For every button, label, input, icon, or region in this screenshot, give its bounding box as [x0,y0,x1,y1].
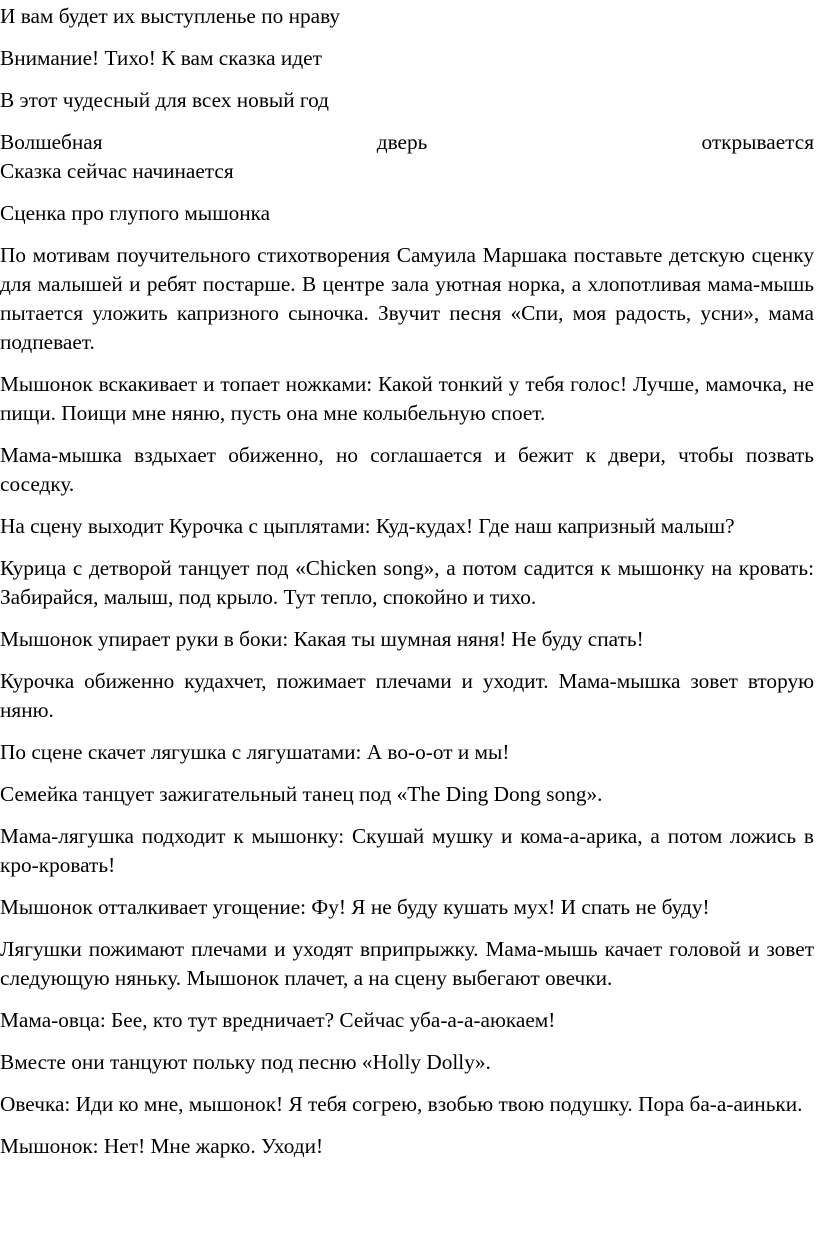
scene-title: Сценка про глупого мышонка [0,201,271,225]
paragraph-20: Вместе они танцуют польку под песню «Holly Dolly». [0,1050,491,1074]
paragraph-21: Овечка: Иди ко мне, мышонок! Я тебя согрею, взобью твою подушку. Пора ба-а-аиньки. [0,1092,803,1116]
paragraph-22: Мышонок: Нет! Мне жарко. Уходи! [0,1134,324,1158]
paragraph-4: Волшебная дверь открывается [0,130,814,154]
paragraph-2: Внимание! Тихо! К вам сказка идет [0,46,322,70]
paragraph-14: По сцене скачет лягушка с лягушатами: А во-о-от и мы! [0,740,510,764]
paragraph-3: В этот чудесный для всех новый год [0,88,329,112]
paragraph-19: Мама-овца: Бее, кто тут вредничает? Сейчас уба-а-а-аюкаем! [0,1008,556,1032]
paragraph-11: Курица с детворой танцует под «Chicken song», а потом садится к мышонку на кровать: Забирайся, малыш, под крыло. Тут тепло, спокойно и тихо. [0,556,814,609]
paragraph-13: Курочка обиженно кудахчет, пожимает плечами и уходит. Мама-мышка зовет вторую няню. [0,669,814,722]
paragraph-5: Сказка сейчас начинается [0,159,234,183]
paragraph-10: На сцену выходит Курочка с цыплятами: Куд-кудах! Где наш капризный малыш? [0,514,735,538]
paragraph-18: Лягушки пожимают плечами и уходят вприпрыжку. Мама-мышь качает головой и зовет следующую няньку. Мышонок плачет, а на сцену выбегают овечки. [0,937,814,990]
paragraph-15: Семейка танцует зажигательный танец под «The Ding Dong song». [0,782,603,806]
paragraph-17: Мышонок отталкивает угощение: Фу! Я не буду кушать мух! И спать не буду! [0,895,710,919]
paragraph-12: Мышонок упирает руки в боки: Какая ты шумная няня! Не буду спать! [0,627,644,651]
paragraph-16: Мама-лягушка подходит к мышонку: Скушай мушку и кома-а-арика, а потом ложись в кро-кровать! [0,824,814,877]
paragraph-1: И вам будет их выступленье по нраву [0,4,341,28]
paragraph-9: Мама-мышка вздыхает обиженно, но соглашается и бежит к двери, чтобы позвать соседку. [0,443,814,496]
paragraph-8: Мышонок вскакивает и топает ножками: Какой тонкий у тебя голос! Лучше, мамочка, не пищи. Поищи мне няню, пусть она мне колыбельную споет. [0,372,814,425]
paragraph-7: По мотивам поучительного стихотворения Самуила Маршака поставьте детскую сценку для малышей и ребят постарше. В центре зала уютная норка, а хлопотливая мама-мышь пытается уложить капризного сыночка. Звучит песня «Спи, моя радость, усни», мама подпевает. [0,243,814,354]
